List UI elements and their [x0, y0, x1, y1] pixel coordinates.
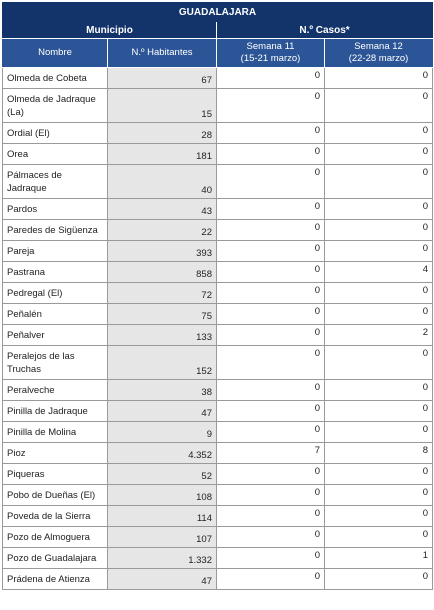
- table-row: [3, 241, 433, 262]
- semana11-range: (15-21 marzo): [240, 53, 301, 64]
- municipio-name-cell: Prádena de Atienza: [3, 569, 108, 590]
- habitantes-cell: 133: [108, 325, 217, 346]
- municipio-name-cell: Pozo de Guadalajara: [3, 548, 108, 569]
- municipio-name-cell: Pioz: [3, 443, 108, 464]
- semana11-cases-cell: 0: [217, 68, 325, 89]
- municipio-name-cell: Piqueras: [3, 464, 108, 485]
- semana12-cases-cell: 2: [325, 325, 433, 346]
- semana12-cases-cell: 0: [325, 380, 433, 401]
- municipio-name-cell: Paredes de Sigüenza: [3, 220, 108, 241]
- table-title: GUADALAJARA: [3, 3, 433, 22]
- municipio-name-cell: Olmeda de Cobeta: [3, 68, 108, 89]
- habitantes-cell: 393: [108, 241, 217, 262]
- habitantes-cell: 1.332: [108, 548, 217, 569]
- table-row: [3, 548, 433, 569]
- habitantes-cell: 75: [108, 304, 217, 325]
- semana11-cases-cell: 0: [217, 401, 325, 422]
- semana11-cases-cell: 0: [217, 165, 325, 199]
- municipio-name-cell: Pozo de Almoguera: [3, 527, 108, 548]
- table-row: [3, 346, 433, 380]
- semana11-cases-cell: 0: [217, 485, 325, 506]
- habitantes-cell: 47: [108, 569, 217, 590]
- table-row: [3, 569, 433, 590]
- table-row: [3, 422, 433, 443]
- table-row: [3, 464, 433, 485]
- habitantes-cell: 22: [108, 220, 217, 241]
- semana11-cases-cell: 0: [217, 569, 325, 590]
- habitantes-cell: 152: [108, 346, 217, 380]
- table-row: [3, 68, 433, 89]
- semana12-cases-cell: 0: [325, 220, 433, 241]
- semana11-cases-cell: 0: [217, 527, 325, 548]
- semana11-cases-cell: 0: [217, 346, 325, 380]
- semana12-cases-cell: 0: [325, 68, 433, 89]
- semana12-cases-cell: 0: [325, 283, 433, 304]
- semana11-cases-cell: 0: [217, 199, 325, 220]
- table-row: [3, 506, 433, 527]
- municipio-name-cell: Ordial (El): [3, 123, 108, 144]
- semana11-cases-cell: 0: [217, 506, 325, 527]
- table-row: [3, 485, 433, 506]
- group-header-municipio: Municipio: [3, 22, 217, 39]
- table-row: [3, 325, 433, 346]
- habitantes-cell: 858: [108, 262, 217, 283]
- municipio-name-cell: Pastrana: [3, 262, 108, 283]
- municipio-name-cell: Pobo de Dueñas (El): [3, 485, 108, 506]
- habitantes-cell: 4.352: [108, 443, 217, 464]
- semana11-cases-cell: 0: [217, 380, 325, 401]
- semana11-cases-cell: 0: [217, 262, 325, 283]
- table-row: [3, 380, 433, 401]
- semana11-cases-cell: 0: [217, 220, 325, 241]
- municipio-name-cell: Pareja: [3, 241, 108, 262]
- habitantes-cell: 38: [108, 380, 217, 401]
- table-row: [3, 89, 433, 123]
- municipio-name-cell: Poveda de la Sierra: [3, 506, 108, 527]
- column-header-semana12: [325, 39, 433, 68]
- semana11-cases-cell: 0: [217, 548, 325, 569]
- semana12-cases-cell: 0: [325, 485, 433, 506]
- table-row: [3, 144, 433, 165]
- habitantes-cell: 40: [108, 165, 217, 199]
- habitantes-cell: 72: [108, 283, 217, 304]
- table-row: [3, 262, 433, 283]
- table-row: [3, 123, 433, 144]
- semana12-cases-cell: 0: [325, 422, 433, 443]
- semana11-cases-cell: 0: [217, 422, 325, 443]
- municipio-name-cell: Peralejos de las Truchas: [3, 346, 108, 380]
- semana11-label: Semana 11: [246, 41, 295, 52]
- table-row: [3, 401, 433, 422]
- semana12-cases-cell: 0: [325, 165, 433, 199]
- habitantes-cell: 107: [108, 527, 217, 548]
- habitantes-cell: 9: [108, 422, 217, 443]
- habitantes-cell: 52: [108, 464, 217, 485]
- habitantes-cell: 47: [108, 401, 217, 422]
- table-row: [3, 199, 433, 220]
- municipio-name-cell: Peñalver: [3, 325, 108, 346]
- municipio-name-cell: Olmeda de Jadraque (La): [3, 89, 108, 123]
- semana11-cases-cell: 0: [217, 241, 325, 262]
- column-header-semana11: [217, 39, 325, 68]
- table-row: [3, 304, 433, 325]
- semana12-label: Semana 12: [354, 41, 403, 52]
- semana11-cases-cell: 0: [217, 464, 325, 485]
- municipio-name-cell: Peralveche: [3, 380, 108, 401]
- semana12-cases-cell: 0: [325, 527, 433, 548]
- semana11-cases-cell: 0: [217, 283, 325, 304]
- semana12-cases-cell: 1: [325, 548, 433, 569]
- habitantes-cell: 15: [108, 89, 217, 123]
- municipio-name-cell: Orea: [3, 144, 108, 165]
- table-row: [3, 443, 433, 464]
- semana11-cases-cell: 0: [217, 89, 325, 123]
- semana12-cases-cell: 0: [325, 144, 433, 165]
- table-row: [3, 283, 433, 304]
- habitantes-cell: 181: [108, 144, 217, 165]
- municipio-name-cell: Pedregal (El): [3, 283, 108, 304]
- municipio-name-cell: Pinilla de Molina: [3, 422, 108, 443]
- semana12-cases-cell: 4: [325, 262, 433, 283]
- semana12-cases-cell: 8: [325, 443, 433, 464]
- cases-table: [2, 2, 433, 590]
- municipio-name-cell: Pálmaces de Jadraque: [3, 165, 108, 199]
- semana12-cases-cell: 0: [325, 464, 433, 485]
- group-header-casos: N.º Casos*: [217, 22, 433, 39]
- table-row: [3, 220, 433, 241]
- semana11-cases-cell: 0: [217, 123, 325, 144]
- municipio-name-cell: Pardos: [3, 199, 108, 220]
- habitantes-cell: 114: [108, 506, 217, 527]
- semana11-cases-cell: 0: [217, 304, 325, 325]
- habitantes-cell: 108: [108, 485, 217, 506]
- semana12-cases-cell: 0: [325, 304, 433, 325]
- municipio-name-cell: Peñalén: [3, 304, 108, 325]
- semana11-cases-cell: 0: [217, 144, 325, 165]
- habitantes-cell: 43: [108, 199, 217, 220]
- semana12-range: (22-28 marzo): [348, 53, 409, 64]
- column-header-habitantes: N.º Habitantes: [108, 39, 217, 68]
- semana12-cases-cell: 0: [325, 123, 433, 144]
- table-row: [3, 165, 433, 199]
- semana12-cases-cell: 0: [325, 506, 433, 527]
- semana12-cases-cell: 0: [325, 569, 433, 590]
- semana11-cases-cell: 0: [217, 325, 325, 346]
- semana12-cases-cell: 0: [325, 346, 433, 380]
- municipio-name-cell: Pinilla de Jadraque: [3, 401, 108, 422]
- semana12-cases-cell: 0: [325, 241, 433, 262]
- habitantes-cell: 28: [108, 123, 217, 144]
- habitantes-cell: 67: [108, 68, 217, 89]
- semana11-cases-cell: 7: [217, 443, 325, 464]
- semana12-cases-cell: 0: [325, 401, 433, 422]
- column-header-nombre: Nombre: [3, 39, 108, 68]
- semana12-cases-cell: 0: [325, 199, 433, 220]
- semana12-cases-cell: 0: [325, 89, 433, 123]
- table-row: [3, 527, 433, 548]
